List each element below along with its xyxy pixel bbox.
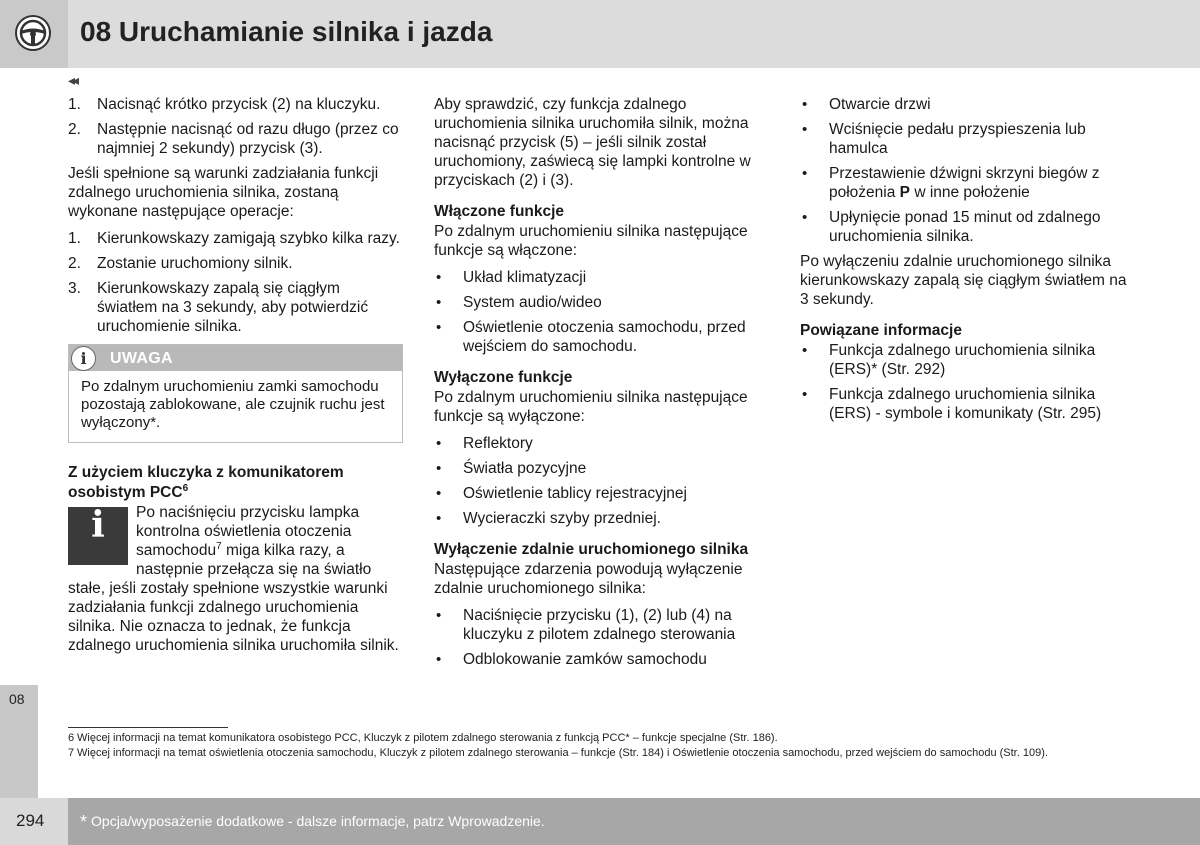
list-item — [434, 434, 769, 453]
chapter-number: 08 — [9, 691, 25, 707]
footnote — [68, 747, 1138, 759]
list-item — [800, 95, 1132, 114]
stop-events-list-continued — [800, 95, 1132, 246]
footnote — [68, 732, 1138, 744]
list-item — [68, 254, 403, 273]
list-item-text: Wycieraczki szyby przedniej. — [463, 510, 661, 527]
list-item-text: Oświetlenie tablicy rejestracyjnej — [463, 485, 687, 502]
paragraph: Jeśli spełnione są warunki zadziałania funkcji zdalnego uruchomienia silnika, zostaną wykonane następujące operacje: — [68, 165, 379, 220]
column-2 — [434, 95, 769, 675]
list-item — [800, 120, 1132, 158]
bullet-icon: • — [436, 607, 442, 624]
list-item-text: Reflektory — [463, 435, 533, 452]
paragraph: Po zdalnym uruchomieniu silnika następujące funkcje są wyłączone: — [434, 389, 748, 425]
footnote-divider — [68, 727, 228, 728]
list-item — [800, 208, 1132, 246]
bullet-icon: • — [436, 435, 442, 452]
related-link-text[interactable]: Funkcja zdalnego uruchomienia silnika (ERS) - symbole i komunikaty (Str. 295) — [829, 386, 1102, 422]
page-header — [0, 0, 1200, 68]
list-item — [68, 95, 403, 114]
bullet-icon: • — [436, 485, 442, 502]
footer-note — [80, 812, 545, 833]
list-item — [434, 606, 769, 644]
footnote-ref: 7 — [216, 540, 222, 552]
chapter-tab[interactable] — [0, 685, 38, 798]
enabled-functions-list — [434, 268, 769, 356]
section-heading: Włączone funkcje — [434, 203, 565, 220]
section-heading: Wyłączenie zdalnie uruchomionego silnika — [434, 541, 749, 558]
list-item-text: System audio/wideo — [463, 294, 602, 311]
bullet-icon: • — [436, 651, 442, 668]
note-box — [68, 344, 403, 443]
list-number: 1. — [68, 96, 81, 113]
list-number: 3. — [68, 280, 81, 297]
page-title: 08 Uruchamianie silnika i jazda — [80, 16, 493, 47]
footnotes — [68, 732, 1138, 762]
bullet-icon: • — [436, 460, 442, 477]
list-item-text: Wciśnięcie pedału przyspieszenia lub hamulca — [829, 121, 1086, 157]
steps-list-b — [68, 229, 403, 336]
list-item-text: Układ klimatyzacji — [463, 269, 587, 286]
info-text-1: Po naciśnięciu przycisku lampka kontrolna oświetlenia otoczenia samochodu — [136, 504, 360, 559]
list-item-text: Następnie nacisnąć od razu długo (przez co najmniej 2 sekundy) przycisk (3). — [97, 121, 399, 157]
bullet-icon: • — [436, 510, 442, 527]
related-link-text[interactable]: Funkcja zdalnego uruchomienia silnika (ERS)* (Str. 292) — [829, 342, 1096, 378]
footnote-number: 6 — [68, 732, 75, 744]
bullet-icon: • — [802, 121, 808, 138]
paragraph: Po wyłączeniu zdalnie uruchomionego silnika kierunkowskazy zapalą się ciągłym światłem na 3 sekundy. — [800, 253, 1127, 308]
gear-item-prefix: Przestawienie dźwigni skrzyni biegów z położenia — [829, 165, 1100, 201]
bullet-icon: • — [802, 96, 808, 113]
note-header — [69, 345, 402, 371]
list-item-text: Odblokowanie zamków samochodu — [463, 651, 707, 668]
stop-events-list — [434, 606, 769, 669]
list-item — [434, 650, 769, 669]
section-heading-text: Z użyciem kluczyka z komunikatorem osobistym PCC — [68, 464, 344, 501]
note-title: UWAGA — [110, 350, 173, 367]
bullet-icon: • — [436, 319, 442, 336]
list-item — [68, 229, 403, 248]
footer-note-text: Opcja/wyposażenie dodatkowe - dalsze informacje, patrz Wprowadzenie. — [91, 813, 545, 829]
related-link[interactable] — [800, 385, 1132, 423]
column-3 — [800, 95, 1132, 429]
list-item-text: Naciśnięcie przycisku (1), (2) lub (4) na kluczyku z pilotem zdalnego sterowania — [463, 607, 736, 643]
list-item-text: Otwarcie drzwi — [829, 96, 931, 113]
related-link[interactable] — [800, 341, 1132, 379]
gear-item-suffix: w inne położenie — [910, 184, 1030, 201]
bullet-icon: • — [436, 294, 442, 311]
footnote-ref: 6 — [182, 482, 189, 494]
bullet-icon: • — [436, 269, 442, 286]
page-number: 294 — [16, 811, 45, 830]
bullet-icon: • — [802, 209, 808, 226]
list-item — [800, 164, 1132, 202]
column-1 — [68, 95, 403, 663]
page-footer — [0, 798, 1200, 845]
asterisk-icon: * — [80, 812, 88, 832]
page-number-box — [0, 798, 68, 845]
list-item-text: Oświetlenie otoczenia samochodu, przed wejściem do samochodu. — [463, 319, 746, 355]
related-links-list — [800, 341, 1132, 423]
paragraph: Następujące zdarzenia powodują wyłączenie zdalnie uruchomionego silnika: — [434, 561, 743, 597]
bullet-icon: • — [802, 165, 808, 182]
info-icon: i — [68, 507, 128, 565]
footnote-number: 7 — [68, 747, 75, 759]
steps-list-a — [68, 95, 403, 158]
list-item-text: Zostanie uruchomiony silnik. — [97, 255, 293, 272]
list-item-text: Kierunkowskazy zapalą się ciągłym światłem na 3 sekundy, aby potwierdzić uruchomienie silnika. — [97, 280, 369, 335]
note-text: Po zdalnym uruchomieniu zamki samochodu pozostają zablokowane, ale czujnik ruchu jest wyłączony*. — [81, 378, 385, 431]
list-item — [68, 279, 403, 336]
list-item — [434, 459, 769, 478]
list-item — [434, 509, 769, 528]
info-block — [68, 503, 403, 655]
steering-wheel-icon — [14, 14, 52, 52]
info-text-2: miga kilka razy, a następnie przełącza się na światło stałe, jeśli zostały spełnione wszystkie warunki zadziałania funkcji zdalnego uruchomienia silnika. Nie oznacza to jednak, że funkcja zdalnego uruchomienia silnika uruchomiła silnik. — [68, 542, 399, 654]
list-item — [68, 120, 403, 158]
disabled-functions-list — [434, 434, 769, 528]
bullet-icon: • — [802, 386, 808, 403]
paragraph: Po zdalnym uruchomieniu silnika następujące funkcje są włączone: — [434, 223, 748, 259]
header-icon-box — [0, 0, 68, 68]
footnote-text: Więcej informacji na temat oświetlenia otoczenia samochodu, Kluczyk z pilotem zdalnego sterowania – funkcje (Str. 184) i Oświetlenie otoczenia samochodu, przed wejściem do samochodu (Str. 109). — [77, 747, 1048, 759]
footnote-text: Więcej informacji na temat komunikatora osobistego PCC, Kluczyk z pilotem zdalnego sterowania z funkcją PCC* – funkcje specjalne (Str. 186). — [77, 732, 778, 744]
list-number: 2. — [68, 255, 81, 272]
back-nav-icon[interactable]: ◂◂ — [68, 72, 77, 88]
related-heading: Powiązane informacje — [800, 322, 962, 339]
list-item-text: Nacisnąć krótko przycisk (2) na kluczyku. — [97, 96, 381, 113]
list-number: 1. — [68, 230, 81, 247]
bullet-icon: • — [802, 342, 808, 359]
list-item — [434, 293, 769, 312]
list-item — [434, 484, 769, 503]
section-heading: Wyłączone funkcje — [434, 369, 573, 386]
gear-item-bold: P — [899, 184, 911, 201]
info-circle-icon: i — [71, 346, 96, 371]
paragraph: Aby sprawdzić, czy funkcja zdalnego uruchomienia silnika uruchomiła silnik, można nacisnąć przycisk (5) – jeśli silnik został uruchomiony, zaświecą się lampki kontrolne w przyciskach (2) i (3). — [434, 96, 751, 189]
section-heading — [68, 463, 403, 503]
list-item-text: Światła pozycyjne — [463, 460, 587, 477]
list-item-text: Kierunkowskazy zamigają szybko kilka razy. — [97, 230, 400, 247]
list-item-text: Upłynięcie ponad 15 minut od zdalnego uruchomienia silnika. — [829, 209, 1101, 245]
list-item — [434, 318, 769, 356]
list-number: 2. — [68, 121, 81, 138]
list-item — [434, 268, 769, 287]
